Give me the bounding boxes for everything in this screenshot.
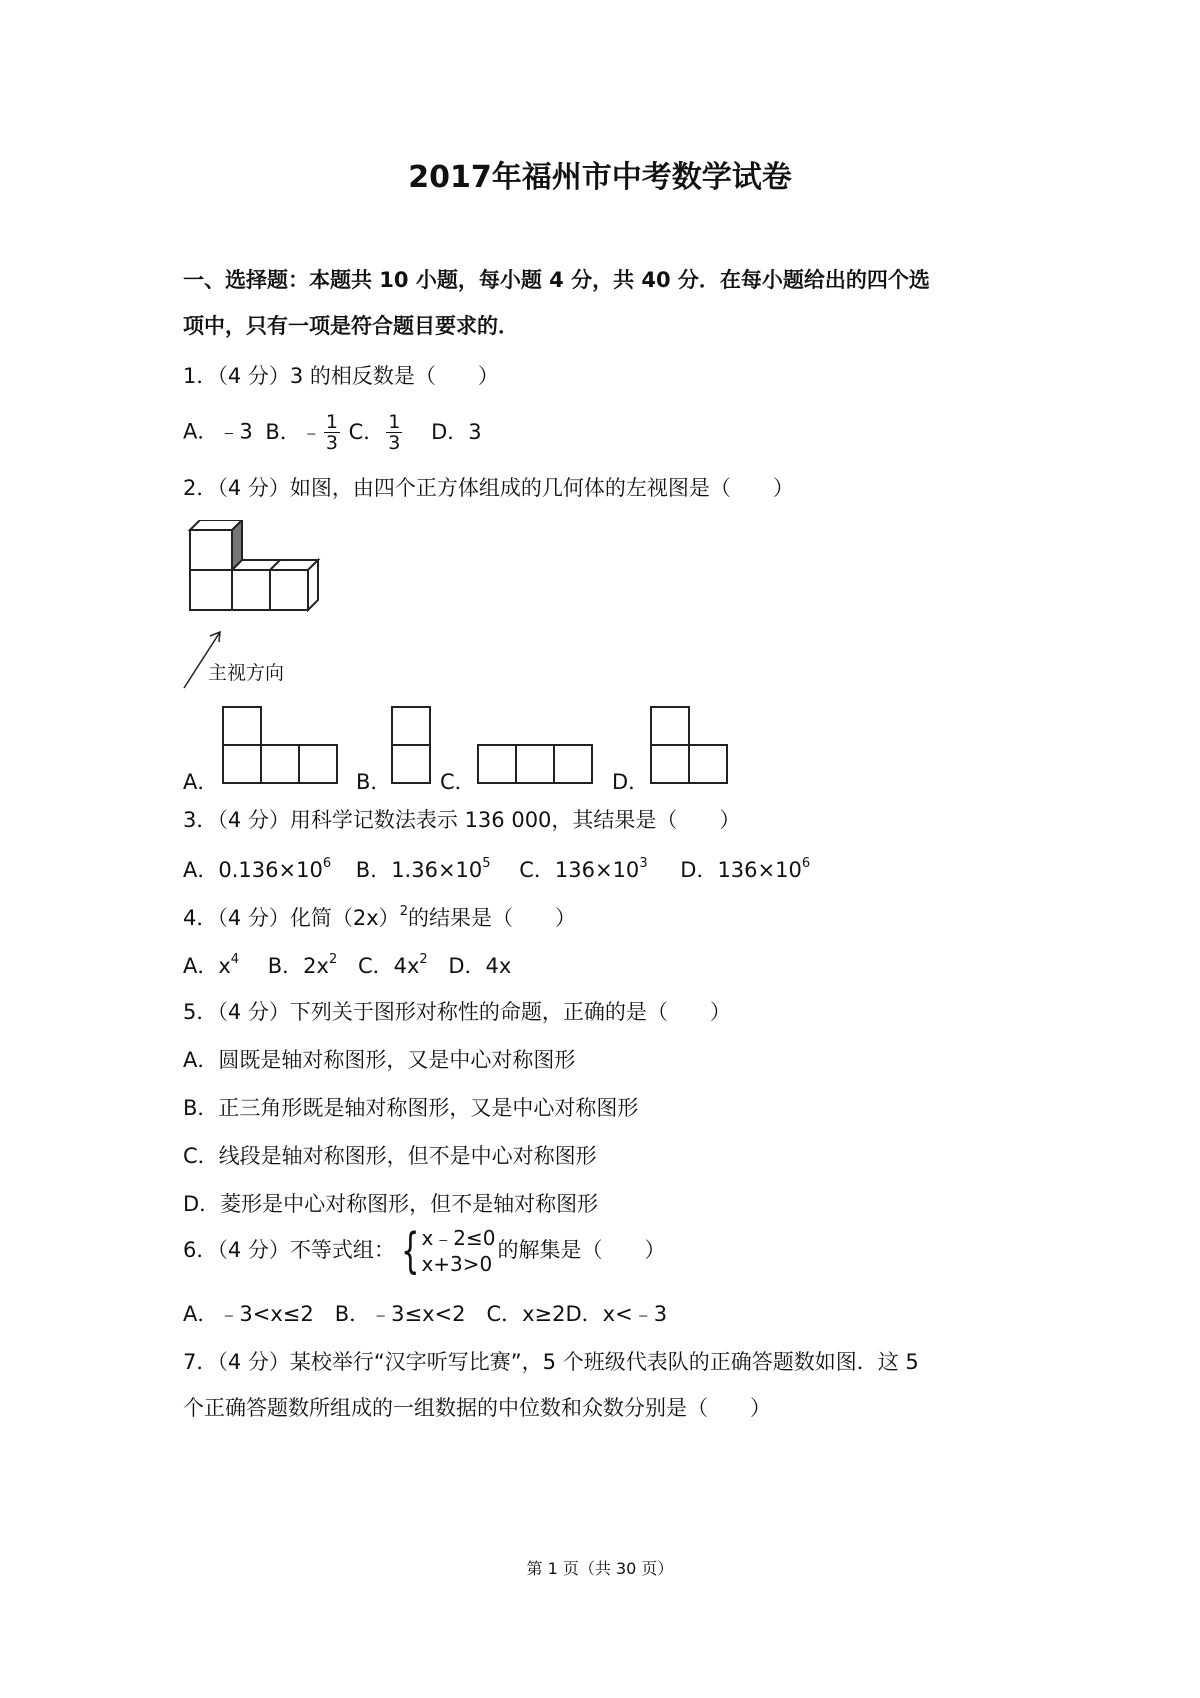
- exponent: 4: [230, 952, 240, 967]
- q3-option-b: [356, 858, 491, 882]
- q4-option-a: [183, 954, 239, 978]
- q5-option-b: B．正三角形既是轴对称图形，又是中心对称图形: [183, 1096, 639, 1120]
- question-5-stem: 5．（4 分）下列关于图形对称性的命题，正确的是（ ）: [183, 1000, 731, 1024]
- q3-option-d-base: D．136×10: [680, 858, 802, 882]
- square: [299, 745, 337, 783]
- exponent: 2: [419, 952, 428, 967]
- square: [261, 745, 299, 783]
- q2-option-b-label: B．: [356, 770, 392, 794]
- square: [689, 745, 727, 783]
- cube-top-face: [190, 520, 242, 530]
- inequality-2: x+3>0: [421, 1252, 493, 1276]
- q6-stem-part-1: 6．（4 分）不等式组：: [183, 1238, 395, 1262]
- question-3-options: [183, 856, 810, 884]
- question-2-stem: 2．（4 分）如图，由四个正方体组成的几何体的左视图是（ ）: [183, 476, 794, 500]
- exponent: 5: [482, 856, 491, 871]
- cube-front-upper: [190, 530, 232, 570]
- question-1-stem: 1．（4 分）3 的相反数是（ ）: [183, 364, 499, 388]
- square: [651, 707, 689, 745]
- question-6-stem: [183, 1220, 666, 1280]
- cube-front-2: [232, 570, 270, 610]
- question-7-line-2: 个正确答题数所组成的一组数据的中位数和众数分别是（ ）: [183, 1396, 771, 1420]
- fraction: [324, 412, 340, 453]
- brace-icon: {: [401, 1223, 420, 1279]
- q5-option-a: A．圆既是轴对称图形，又是中心对称图形: [183, 1048, 576, 1072]
- fraction-numerator: 1: [325, 411, 338, 433]
- exponent: 3: [639, 856, 648, 871]
- square: [223, 745, 261, 783]
- q3-option-b-base: B．1.36×10: [355, 858, 483, 882]
- question-6-options: A．﹣3<x≤2 B．﹣3≤x<2 C．x≥2D．x<﹣3: [183, 1302, 668, 1326]
- q4-option-b-base: B．2x: [267, 954, 329, 978]
- cube-front-1: [190, 570, 232, 610]
- q4-stem-part-1: 4．（4 分）化简（2x）: [183, 906, 400, 930]
- q3-option-c-base: C．136×10: [519, 858, 640, 882]
- q1-option-d: D．3: [431, 419, 482, 444]
- q2-option-c-label: C．: [440, 770, 476, 794]
- square: [516, 745, 554, 783]
- page-title: 2017年福州市中考数学试卷: [408, 160, 792, 195]
- square: [554, 745, 592, 783]
- q6-stem-part-2: 的解集是（ ）: [497, 1238, 666, 1262]
- cube-front-3: [270, 570, 308, 610]
- q4-option-c-base: C．4x: [357, 954, 420, 978]
- square: [392, 745, 430, 783]
- q4-option-c: [358, 954, 428, 978]
- cube-right-side: [308, 560, 318, 610]
- exponent: 2: [328, 952, 338, 967]
- square: [223, 707, 261, 745]
- q1-option-b-prefix: B．﹣: [265, 419, 322, 444]
- q4-option-b: [268, 954, 337, 978]
- question-4-stem: [183, 904, 576, 932]
- q2-option-a-label: A．: [183, 770, 219, 794]
- q3-option-a: [183, 858, 331, 882]
- square: [392, 707, 430, 745]
- page-footer: 第 1 页（共 30 页）: [526, 1559, 674, 1578]
- q4-option-a-base: A．x: [183, 954, 231, 978]
- question-4-options: [183, 952, 511, 980]
- fraction: [386, 412, 402, 453]
- q5-option-c: C．线段是轴对称图形，但不是中心对称图形: [183, 1144, 597, 1168]
- q5-option-d: D．菱形是中心对称图形，但不是轴对称图形: [183, 1192, 599, 1216]
- section-heading-line-1: 一、选择题：本题共 10 小题，每小题 4 分，共 40 分．在每小题给出的四个选: [183, 268, 930, 292]
- view-direction-label: 主视方向: [208, 662, 285, 684]
- inequality-system: [421, 1225, 495, 1277]
- fraction-denominator: 3: [388, 432, 401, 454]
- question-3-stem: 3．（4 分）用科学记数法表示 136 000，其结果是（ ）: [183, 808, 741, 832]
- q4-option-d: D．4x: [448, 954, 512, 978]
- exponent: 6: [322, 856, 332, 871]
- q2-option-a-figure: [222, 706, 338, 788]
- q3-option-c: [519, 858, 647, 882]
- q4-stem-part-2: 的结果是（ ）: [407, 906, 576, 930]
- q3-option-d: [680, 858, 810, 882]
- q2-option-c-figure: [477, 744, 595, 788]
- q1-option-a: A．﹣3: [183, 419, 253, 444]
- fraction-denominator: 3: [325, 432, 338, 454]
- inequality-1: x﹣2≤0: [421, 1226, 496, 1250]
- q1-option-b: [265, 411, 348, 454]
- question-7-line-1: 7．（4 分）某校举行“汉字听写比赛”，5 个班级代表队的正确答题数如图．这 5: [183, 1350, 919, 1374]
- q1-option-c-prefix: C．: [348, 419, 385, 444]
- exponent: 6: [801, 856, 811, 871]
- q2-option-d-figure: [650, 706, 730, 788]
- q3-option-a-base: A．0.136×10: [183, 858, 323, 882]
- square: [651, 745, 689, 783]
- section-heading-line-2: 项中，只有一项是符合题目要求的．: [183, 314, 519, 338]
- square: [478, 745, 516, 783]
- fraction-numerator: 1: [388, 411, 401, 433]
- q2-option-b-figure: [391, 706, 433, 788]
- question-1-options: [183, 412, 482, 453]
- exponent: 2: [399, 904, 408, 919]
- q1-option-c: [348, 411, 411, 454]
- q2-option-d-label: D．: [612, 770, 650, 794]
